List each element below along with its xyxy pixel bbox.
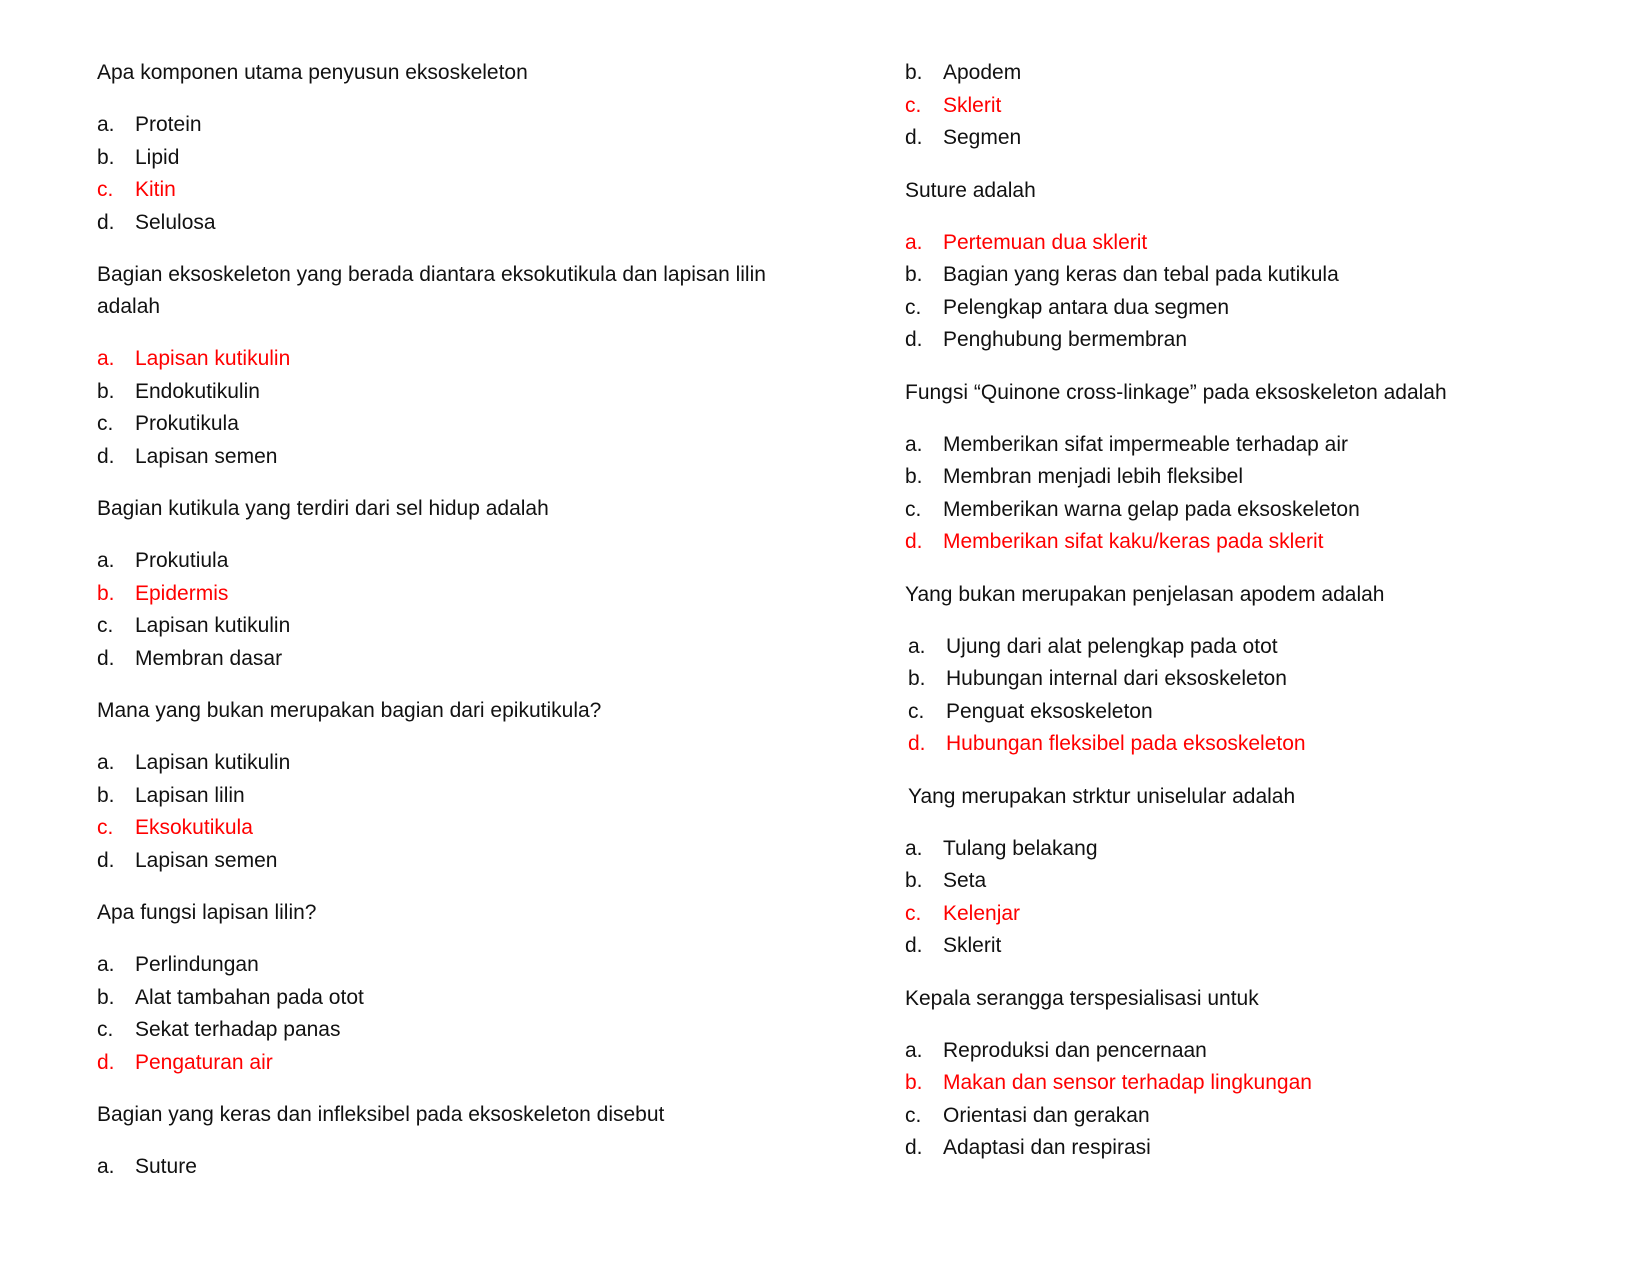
answer-option (905, 1132, 1605, 1165)
option-text: Lapisan semen (135, 848, 278, 872)
option-text: Eksokutikula (135, 816, 253, 839)
option-text: Reproduksi dan pencernaan (943, 1038, 1207, 1062)
option-letter: b. (905, 869, 923, 892)
question-block (97, 1099, 797, 1184)
option-text: Lapisan kutikulin (135, 614, 291, 637)
option-text: Membran menjadi lebih fleksibel (943, 465, 1243, 488)
answer-option (905, 494, 1605, 527)
option-text: Ujung dari alat pelengkap pada otot (946, 634, 1278, 658)
answer-option (97, 1151, 797, 1184)
option-text: Lapisan kutikulin (135, 347, 291, 370)
option-letter: d. (905, 126, 923, 149)
answer-option (97, 1014, 797, 1047)
correct-answer-option (97, 174, 797, 207)
option-text: Epidermis (135, 581, 229, 605)
answer-options (905, 227, 1605, 357)
answer-options (905, 1035, 1605, 1165)
option-letter: c. (97, 1018, 114, 1041)
correct-answer-option (97, 1047, 797, 1080)
option-letter: b. (908, 667, 926, 690)
option-letter: b. (905, 1071, 923, 1094)
correct-answer-option (908, 728, 1605, 761)
answer-option (905, 429, 1605, 462)
option-text: Penghubung bermembran (943, 328, 1188, 351)
option-text: Penguat eksoskeleton (946, 699, 1153, 723)
option-letter: c. (908, 699, 925, 723)
option-letter: b. (905, 465, 923, 488)
option-letter: b. (97, 783, 115, 807)
option-letter: a. (908, 634, 926, 658)
answer-option (905, 259, 1605, 292)
question-text: Kepala serangga terspesialisasi untuk (905, 986, 1259, 1010)
option-letter: c. (905, 93, 922, 117)
option-text: Pengaturan air (135, 1050, 273, 1074)
option-text: Sekat terhadap panas (135, 1018, 341, 1041)
question-text: Yang bukan merupakan penjelasan apodem adalah (905, 582, 1385, 606)
option-letter: a. (905, 1038, 923, 1062)
answer-options (905, 57, 1605, 155)
question-text: Apa komponen utama penyusun eksoskeleton (97, 61, 528, 84)
question-block (905, 579, 1605, 761)
answer-options (97, 109, 797, 239)
answer-option (905, 865, 1605, 898)
option-text: Apodem (943, 61, 1022, 84)
option-letter: c. (905, 497, 922, 521)
question-text: Bagian kutikula yang terdiri dari sel hidup adalah (97, 497, 549, 520)
option-text: Lipid (135, 145, 180, 169)
answer-option (905, 930, 1605, 963)
question-text: Mana yang bukan merupakan bagian dari epikutikula? (97, 699, 602, 722)
option-text: Tulang belakang (943, 836, 1098, 860)
answer-option (97, 949, 797, 982)
answer-option (97, 408, 797, 441)
option-text: Memberikan sifat kaku/keras pada sklerit (943, 530, 1324, 553)
option-text: Membran dasar (135, 646, 283, 670)
option-text: Seta (943, 869, 987, 892)
option-letter: a. (97, 549, 115, 572)
option-text: Sklerit (943, 934, 1002, 957)
option-letter: c. (905, 295, 922, 319)
question-text: Apa fungsi lapisan lilin? (97, 901, 317, 924)
answer-option (905, 1100, 1605, 1133)
option-text: Pelengkap antara dua segmen (943, 295, 1230, 319)
answer-option (97, 747, 797, 780)
question-block (97, 897, 797, 1079)
question-block (97, 695, 797, 877)
answer-option (97, 142, 797, 175)
answer-option (905, 1035, 1605, 1068)
correct-answer-option (905, 1067, 1605, 1100)
answer-option (97, 109, 797, 142)
option-letter: c. (97, 614, 114, 637)
option-letter: b. (905, 61, 923, 84)
question-text: Yang merupakan strktur uniselular adalah (908, 784, 1296, 808)
option-text: Bagian yang keras dan tebal pada kutikula (943, 263, 1339, 286)
option-text: Lapisan semen (135, 444, 278, 468)
correct-answer-option (905, 526, 1605, 559)
option-text: Kitin (135, 178, 176, 201)
option-letter: b. (97, 581, 115, 605)
answer-option (905, 57, 1605, 90)
option-text: Memberikan sifat impermeable terhadap air (943, 432, 1349, 456)
option-text: Lapisan lilin (135, 783, 245, 807)
question-text: Suture adalah (905, 178, 1036, 202)
answer-option (908, 696, 1605, 729)
answer-option (97, 643, 797, 676)
question-text: Fungsi “Quinone cross-linkage” pada eksoskeleton adalah (905, 380, 1447, 404)
answer-option (97, 441, 797, 474)
answer-option (908, 631, 1605, 664)
correct-answer-option (905, 227, 1605, 260)
option-text: Orientasi dan gerakan (943, 1103, 1150, 1127)
option-letter: c. (97, 178, 114, 201)
question-block (97, 493, 797, 675)
option-letter: c. (97, 412, 114, 435)
option-letter: a. (905, 230, 923, 254)
option-letter: a. (905, 836, 923, 860)
answer-option (97, 545, 797, 578)
answer-option (905, 833, 1605, 866)
option-text: Kelenjar (943, 901, 1021, 925)
option-letter: b. (97, 379, 115, 403)
option-text: Endokutikulin (135, 379, 260, 403)
option-letter: c. (97, 816, 114, 839)
answer-options (97, 545, 797, 675)
correct-answer-option (97, 578, 797, 611)
option-letter: b. (97, 985, 115, 1009)
option-letter: d. (908, 732, 926, 755)
question-block (905, 781, 1605, 963)
option-letter: a. (97, 953, 115, 976)
option-letter: d. (97, 848, 115, 872)
option-letter: d. (97, 1050, 115, 1074)
answer-options (97, 747, 797, 877)
option-letter: a. (97, 113, 115, 136)
answer-option (97, 845, 797, 878)
question-text: Bagian yang keras dan infleksibel pada eksoskeleton disebut (97, 1103, 665, 1126)
option-text: Suture (135, 1155, 197, 1178)
option-text: Selulosa (135, 210, 216, 234)
answer-option (905, 324, 1605, 357)
option-letter: a. (97, 347, 115, 370)
question-block (905, 377, 1605, 559)
option-letter: c. (905, 1103, 922, 1127)
option-letter: d. (905, 1136, 923, 1159)
answer-option (97, 207, 797, 240)
correct-answer-option (97, 812, 797, 845)
option-letter: d. (905, 328, 923, 351)
option-letter: c. (905, 901, 922, 925)
correct-answer-option (97, 343, 797, 376)
option-letter: a. (905, 432, 923, 456)
option-letter: b. (905, 263, 923, 286)
option-text: Alat tambahan pada otot (135, 985, 364, 1009)
option-letter: b. (97, 145, 115, 169)
option-letter: d. (97, 444, 115, 468)
option-text: Makan dan sensor terhadap lingkungan (943, 1071, 1312, 1094)
answer-options (905, 429, 1605, 559)
option-letter: d. (905, 530, 923, 553)
correct-answer-option (905, 90, 1605, 123)
question-block (905, 983, 1605, 1165)
option-text: Prokutiula (135, 549, 229, 572)
question-block (905, 175, 1605, 357)
answer-option (905, 122, 1605, 155)
option-text: Hubungan internal dari eksoskeleton (946, 667, 1287, 690)
answer-option (905, 292, 1605, 325)
option-letter: d. (97, 646, 115, 670)
option-text: Segmen (943, 126, 1022, 149)
option-text: Adaptasi dan respirasi (943, 1136, 1151, 1159)
option-text: Prokutikula (135, 412, 239, 435)
option-letter: d. (905, 934, 923, 957)
answer-options (97, 343, 797, 473)
question-block (97, 259, 797, 473)
option-text: Perlindungan (135, 953, 259, 976)
answer-option (97, 376, 797, 409)
answer-options (905, 833, 1605, 963)
option-text: Memberikan warna gelap pada eksoskeleton (943, 497, 1360, 521)
option-text: Sklerit (943, 93, 1002, 117)
left-column (97, 57, 797, 1204)
answer-options (97, 949, 797, 1079)
answer-option (97, 982, 797, 1015)
answer-option (905, 461, 1605, 494)
right-column (905, 57, 1605, 1185)
question-text: Bagian eksoskeleton yang berada diantara eksokutikula dan lapisan lilin adalah (97, 263, 766, 318)
option-letter: a. (97, 1155, 115, 1178)
option-text: Protein (135, 113, 202, 136)
answer-options (97, 1151, 797, 1184)
question-block-continued (905, 57, 1605, 155)
option-text: Pertemuan dua sklerit (943, 230, 1148, 254)
option-letter: d. (97, 210, 115, 234)
answer-option (97, 780, 797, 813)
correct-answer-option (905, 898, 1605, 931)
option-text: Lapisan kutikulin (135, 751, 291, 774)
answer-option (97, 610, 797, 643)
answer-options (905, 631, 1605, 761)
option-text: Hubungan fleksibel pada eksoskeleton (946, 732, 1306, 755)
answer-option (908, 663, 1605, 696)
option-letter: a. (97, 751, 115, 774)
question-block (97, 57, 797, 239)
